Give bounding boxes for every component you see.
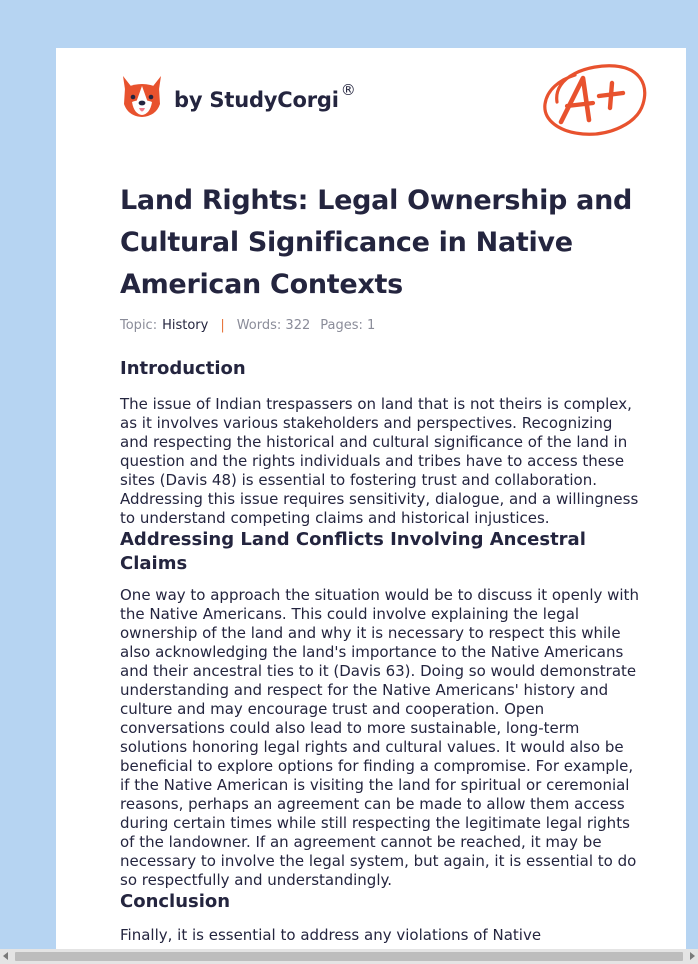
studycorgi-logo[interactable] [120, 74, 356, 120]
page-count: Pages: 1 [320, 318, 376, 333]
section-heading-land-conflicts: Addressing Land Conflicts Involving Ancestral Claims [120, 529, 586, 574]
document-meta [120, 318, 640, 333]
scroll-left-icon[interactable] [3, 952, 8, 960]
section-heading-introduction: Introduction [120, 358, 246, 379]
section-heading-conclusion: Conclusion [120, 891, 231, 912]
scrollbar-thumb[interactable] [15, 952, 683, 961]
registered-mark: ® [340, 81, 356, 99]
corgi-logo-icon [120, 74, 164, 120]
scroll-right-icon[interactable] [690, 952, 695, 960]
a-plus-grade-icon [537, 58, 649, 140]
page-header [56, 48, 686, 158]
word-count: Words: 322 [236, 318, 311, 333]
document-title: Land Rights: Legal Ownership and Cultural Significance in Native American Contexts [120, 185, 633, 300]
section-paragraph-introduction: The issue of Indian trespassers on land that is not theirs is complex, as it involves various stakeholders and perspectives. Recognizing and respecting the historical and cultural significance of the land in question and the rights individuals and tribes have to access these sites (Davis 48) is essential to fostering trust and collaboration. Addressing this issue requires sensitivity, dialogue, and a willingness to understand competing claims and historical injustices. [120, 395, 639, 527]
horizontal-scrollbar[interactable] [0, 949, 698, 964]
section-paragraph-conclusion: Finally, it is essential to address any violations of Native [120, 926, 542, 944]
brand-text: by StudyCorgi [174, 88, 339, 112]
meta-separator: | [220, 318, 225, 333]
document-page [56, 48, 686, 964]
brand-name [174, 81, 356, 112]
section-paragraph-land-conflicts: One way to approach the situation would be to discuss it openly with the Native Americans. This could involve explaining the legal ownership of the land and why it is necessary to respect this while also acknowledging the land's importance to the Native Americans and their ancestral ties to it (Davis 63). Doing so would demonstrate understanding and respect for the Native Americans' history and culture and may encourage trust and cooperation. Open conversations could also lead to more sustainable, long-term solutions honoring legal rights and cultural values. It would also be beneficial to explore options for finding a compromise. For example, if the Native American is visiting the land for spiritual or ceremonial reasons, perhaps an agreement can be made to allow them access during certain times while still respecting the legitimate legal rights of the landowner. If an agreement cannot be reached, it may be necessary to involve the legal system, but again, it is essential to do so respectfully and understandingly. [120, 586, 639, 889]
topic-label: Topic: [120, 318, 158, 333]
document-content [120, 180, 640, 945]
topic-link[interactable]: History [162, 318, 209, 333]
